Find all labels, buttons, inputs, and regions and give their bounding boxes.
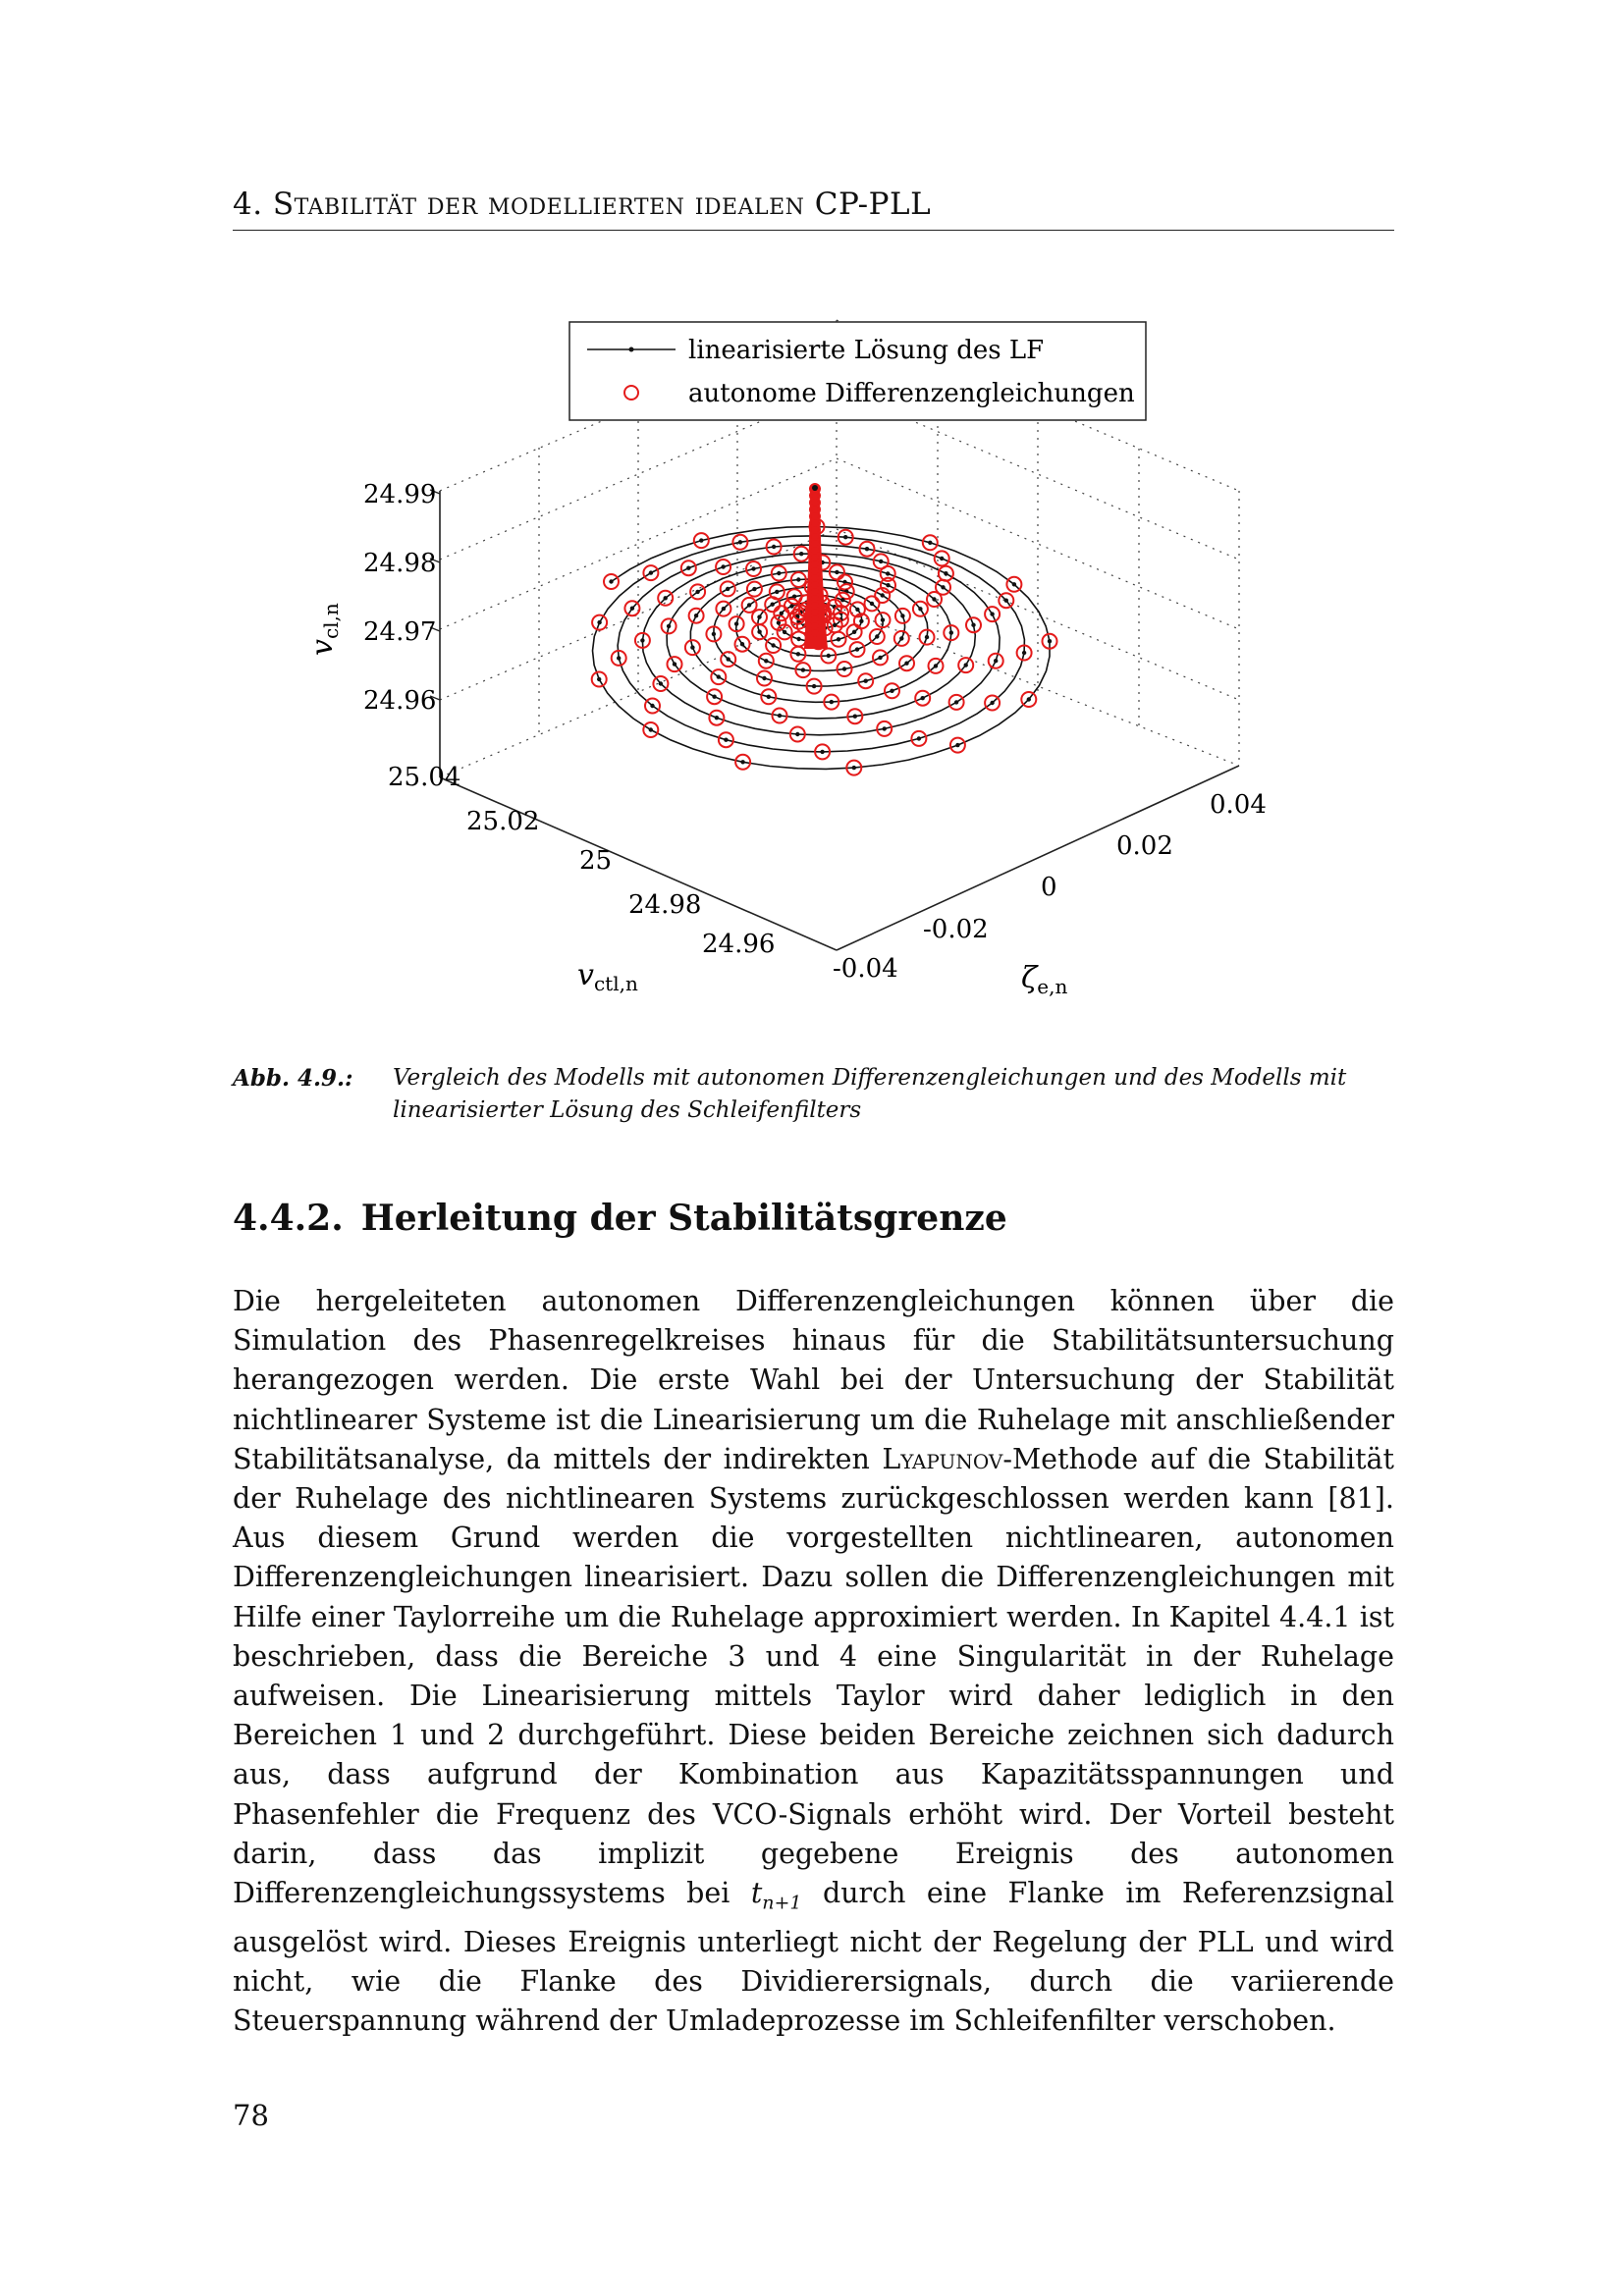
series-linearized-point — [886, 571, 890, 575]
series-linearized-point — [617, 656, 621, 660]
series-linearized-point — [778, 714, 782, 718]
series-linearized-point — [864, 679, 868, 683]
z-tick-label: 24.96 — [363, 686, 437, 716]
series-linearized-point — [855, 647, 859, 651]
z-tick-label: 24.97 — [363, 617, 437, 647]
series-linearized-point — [727, 657, 730, 661]
body-paragraph — [233, 1282, 1394, 2042]
legend — [569, 322, 1146, 420]
z-axis-label: $v_{cl,n}$ — [305, 603, 343, 656]
series-linearized-point — [994, 659, 998, 663]
x-tick-label: 25.04 — [388, 763, 461, 792]
series-linearized-point — [640, 638, 644, 642]
legend-entry-2: autonome Differenzengleichungen — [688, 379, 1135, 408]
legend-entry-1: linearisierte Lösung des LF — [688, 336, 1045, 365]
series-linearized-point — [799, 552, 803, 556]
series-linearized-point — [772, 545, 776, 549]
series-linearized-point — [751, 566, 755, 570]
series-linearized-point — [843, 535, 847, 539]
y-tick-label: 0.04 — [1210, 790, 1267, 820]
series-linearized-point — [842, 667, 846, 670]
z-tick-label: 24.98 — [363, 549, 437, 578]
y-tick-label: -0.04 — [833, 954, 898, 984]
series-linearized-point — [820, 750, 824, 754]
caption-text: Vergleich des Modells mit autonomen Differenzengleichungen und des Modells mit linearisierter Lösung des Schleifenfilters — [393, 1065, 1347, 1123]
series-linearized-point — [771, 643, 775, 647]
spiral-series — [592, 484, 1057, 775]
series-linearized-point — [990, 701, 994, 705]
section-heading — [233, 1198, 1007, 1239]
series-linearized-point — [1022, 651, 1026, 655]
series-linearized-point — [949, 630, 953, 634]
series-linearized-point — [783, 630, 786, 634]
series-linearized-point — [649, 727, 653, 731]
series-linearized-point — [918, 607, 922, 611]
y-tick-label: -0.02 — [923, 915, 989, 944]
caption-label: Abb. 4.9.: — [233, 1065, 353, 1092]
series-linearized-point — [667, 624, 671, 628]
series-linearized-point — [686, 566, 690, 570]
x-axis-line — [440, 777, 837, 950]
series-linearized-point — [917, 736, 921, 740]
series-linearized-point — [764, 659, 768, 663]
y-axis-label: $\zeta_{e,n}$ — [1021, 961, 1068, 998]
running-head: 4. Stabilität der modellierten idealen CP-PLL — [233, 187, 1394, 231]
series-linearized-point — [597, 677, 601, 681]
math-t: t — [750, 1877, 763, 1910]
equilibrium-point — [812, 485, 818, 491]
series-linearized-point — [833, 623, 837, 627]
axes — [440, 491, 1239, 950]
series-linearized-point — [940, 557, 944, 561]
series-linearized-point — [932, 597, 936, 601]
series-linearized-point — [715, 716, 719, 720]
x-tick-label: 25 — [579, 846, 613, 876]
x-tick-label: 24.98 — [628, 890, 702, 920]
series-linearized-point — [899, 636, 903, 640]
series-linearized-point — [694, 614, 698, 617]
series-linearized-point — [673, 662, 676, 666]
series-linearized-point — [954, 700, 958, 704]
series-linearized-point — [944, 571, 947, 575]
series-linearized-point — [1012, 582, 1016, 586]
section-title: Herleitung der Stabilitätsgrenze — [360, 1198, 1007, 1239]
series-linearized-point — [886, 583, 890, 587]
series-linearized-point — [771, 603, 775, 607]
series-linearized-point — [740, 642, 744, 646]
series-linearized-point — [870, 602, 874, 606]
series-linearized-point — [941, 585, 945, 589]
series-linearized-point — [722, 607, 726, 611]
series-linearized-point — [964, 663, 968, 667]
y-tick-label: 0 — [1041, 873, 1057, 902]
series-linearized-point — [789, 604, 793, 608]
series-linearized-point — [830, 700, 834, 704]
body-text-part-3: durch eine Flanke im Referenzsignal ausgelöst wird. Dieses Ereignis unterliegt nicht der Regelung der PLL und wird nicht, wie die Flanke des Dividierersignals, durch die variierende Steuerspannung während der Umladeprozesse im Schleifenfilter verschoben. — [233, 1877, 1394, 2038]
series-linearized-point — [734, 621, 738, 625]
figure-caption — [233, 1062, 1394, 1127]
page-number: 78 — [233, 2099, 269, 2132]
series-linearized-point — [883, 726, 887, 730]
series-linearized-point — [777, 571, 781, 575]
x-tick-label: 24.96 — [702, 930, 776, 959]
series-linearized-point — [878, 656, 882, 660]
series-linearized-point — [721, 564, 725, 568]
series-linearized-point — [630, 607, 634, 611]
legend-line-marker — [629, 347, 634, 352]
x-tick-label: 25.02 — [466, 807, 540, 836]
series-linearized-point — [752, 587, 756, 591]
series-linearized-point — [795, 732, 799, 736]
series-linearized-point — [890, 689, 893, 693]
series-linearized-point — [717, 674, 721, 678]
series-linearized-point — [664, 596, 668, 600]
series-linearized-point — [801, 667, 805, 671]
series-linearized-point — [757, 630, 761, 634]
series-linearized-point — [740, 760, 744, 764]
series-linearized-point — [757, 614, 761, 618]
series-linearized-point — [865, 547, 869, 551]
series-linearized-point — [712, 632, 716, 636]
series-linearized-point — [712, 695, 716, 699]
series-linearized-point — [762, 676, 766, 680]
series-linearized-point — [747, 603, 751, 607]
series-linearized-point — [921, 696, 925, 700]
y-axis-line — [837, 766, 1239, 950]
series-linearized-point — [900, 614, 904, 617]
series-linearized-point — [855, 608, 859, 612]
body-text-part-2: -Methode auf die Stabilität der Ruhelage des nichtlinearen Systems zurückgeschlossen werden kann [81]. Aus diesem Grund werden die vorgestellten nichtlinearen, autonomen Differenzengleichungen linearisiert. Dazu sollen die Differenzengleichungen mit Hilfe einer Taylorreihe um die Ruhelage approximiert werden. In Kapitel 4.4.1 ist beschrieben, dass die Bereiche 3 und 4 eine Singularität in der Ruhelage aufweisen. Die Linearisierung mittels Taylor wird daher lediglich in den Bereichen 1 und 2 durchgeführt. Diese beiden Bereiche zeichnen sich dadurch aus, dass aufgrund der Kombination aus Kapazitätsspannungen und Phasenfehler die Frequenz des VCO-Signals erhöht wird. Der Vorteil besteht darin, dass das implizit gegebene Ereignis des autonomen Differenzengleichungssystems bei — [233, 1442, 1394, 1910]
series-linearized-point — [840, 598, 844, 602]
series-linearized-point — [852, 766, 856, 770]
series-linearized-point — [859, 619, 863, 623]
series-linearized-point — [879, 560, 883, 563]
series-linearized-point — [699, 538, 703, 542]
math-t-subscript: n+1 — [762, 1892, 802, 1914]
series-linearized-point — [1048, 639, 1052, 643]
series-linearized-point — [925, 635, 929, 639]
series-linearized-point — [775, 590, 779, 594]
series-linearized-point — [796, 577, 800, 581]
y-tick-label: 0.02 — [1116, 831, 1173, 861]
series-linearized-point — [796, 652, 800, 656]
series-linearized-point — [875, 634, 879, 638]
series-linearized-point — [1027, 697, 1031, 701]
series-linearized-point — [881, 593, 885, 597]
series-linearized-point — [650, 704, 654, 708]
series-linearized-point — [695, 590, 699, 594]
series-linearized-point — [1004, 599, 1008, 603]
series-linearized-point — [904, 662, 908, 666]
series-linearized-point — [649, 570, 653, 574]
series-linearized-point — [955, 743, 959, 747]
series-linearized-point — [597, 620, 601, 624]
series-linearized-point — [726, 587, 730, 591]
section-number: 4.4.2. — [233, 1198, 344, 1239]
series-linearized-point — [853, 715, 857, 719]
series-linearized-point — [659, 681, 663, 685]
figure-3d-plot — [0, 0, 1623, 1060]
lyapunov-name: Lyapunov — [882, 1442, 1003, 1475]
series-linearized-point — [690, 645, 694, 649]
series-linearized-point — [852, 630, 856, 634]
series-linearized-point — [767, 695, 771, 699]
series-linearized-point — [837, 637, 840, 641]
series-linearized-point — [971, 623, 975, 627]
body-text-part-1: Die hergeleiteten autonomen Differenzengleichungen können über die Simulation des Phasenregelkreises hinaus für die Stabilitätsuntersuchung herangezogen werden. Die erste Wahl bei der Untersuchung der Stabilität nichtlinearer Systeme ist die Linearisierung um die Ruhelage mit anschließender Stabilitätsanalyse, da mittels der indirekten — [233, 1285, 1394, 1475]
x-axis-label: $v_{ctl,n}$ — [577, 958, 638, 995]
series-linearized-point — [928, 541, 932, 545]
series-linearized-point — [990, 612, 994, 615]
series-linearized-point — [609, 579, 613, 583]
series-linearized-point — [724, 738, 728, 742]
series-linearized-point — [827, 654, 831, 658]
series-linearized-point — [796, 637, 800, 641]
z-tick-label: 24.99 — [363, 480, 437, 509]
series-linearized-point — [881, 617, 885, 621]
series-linearized-point — [780, 612, 784, 615]
series-linearized-point — [835, 570, 839, 574]
series-linearized-point — [738, 540, 742, 544]
series-linearized-point — [934, 664, 938, 667]
series-linearized-point — [812, 684, 816, 688]
